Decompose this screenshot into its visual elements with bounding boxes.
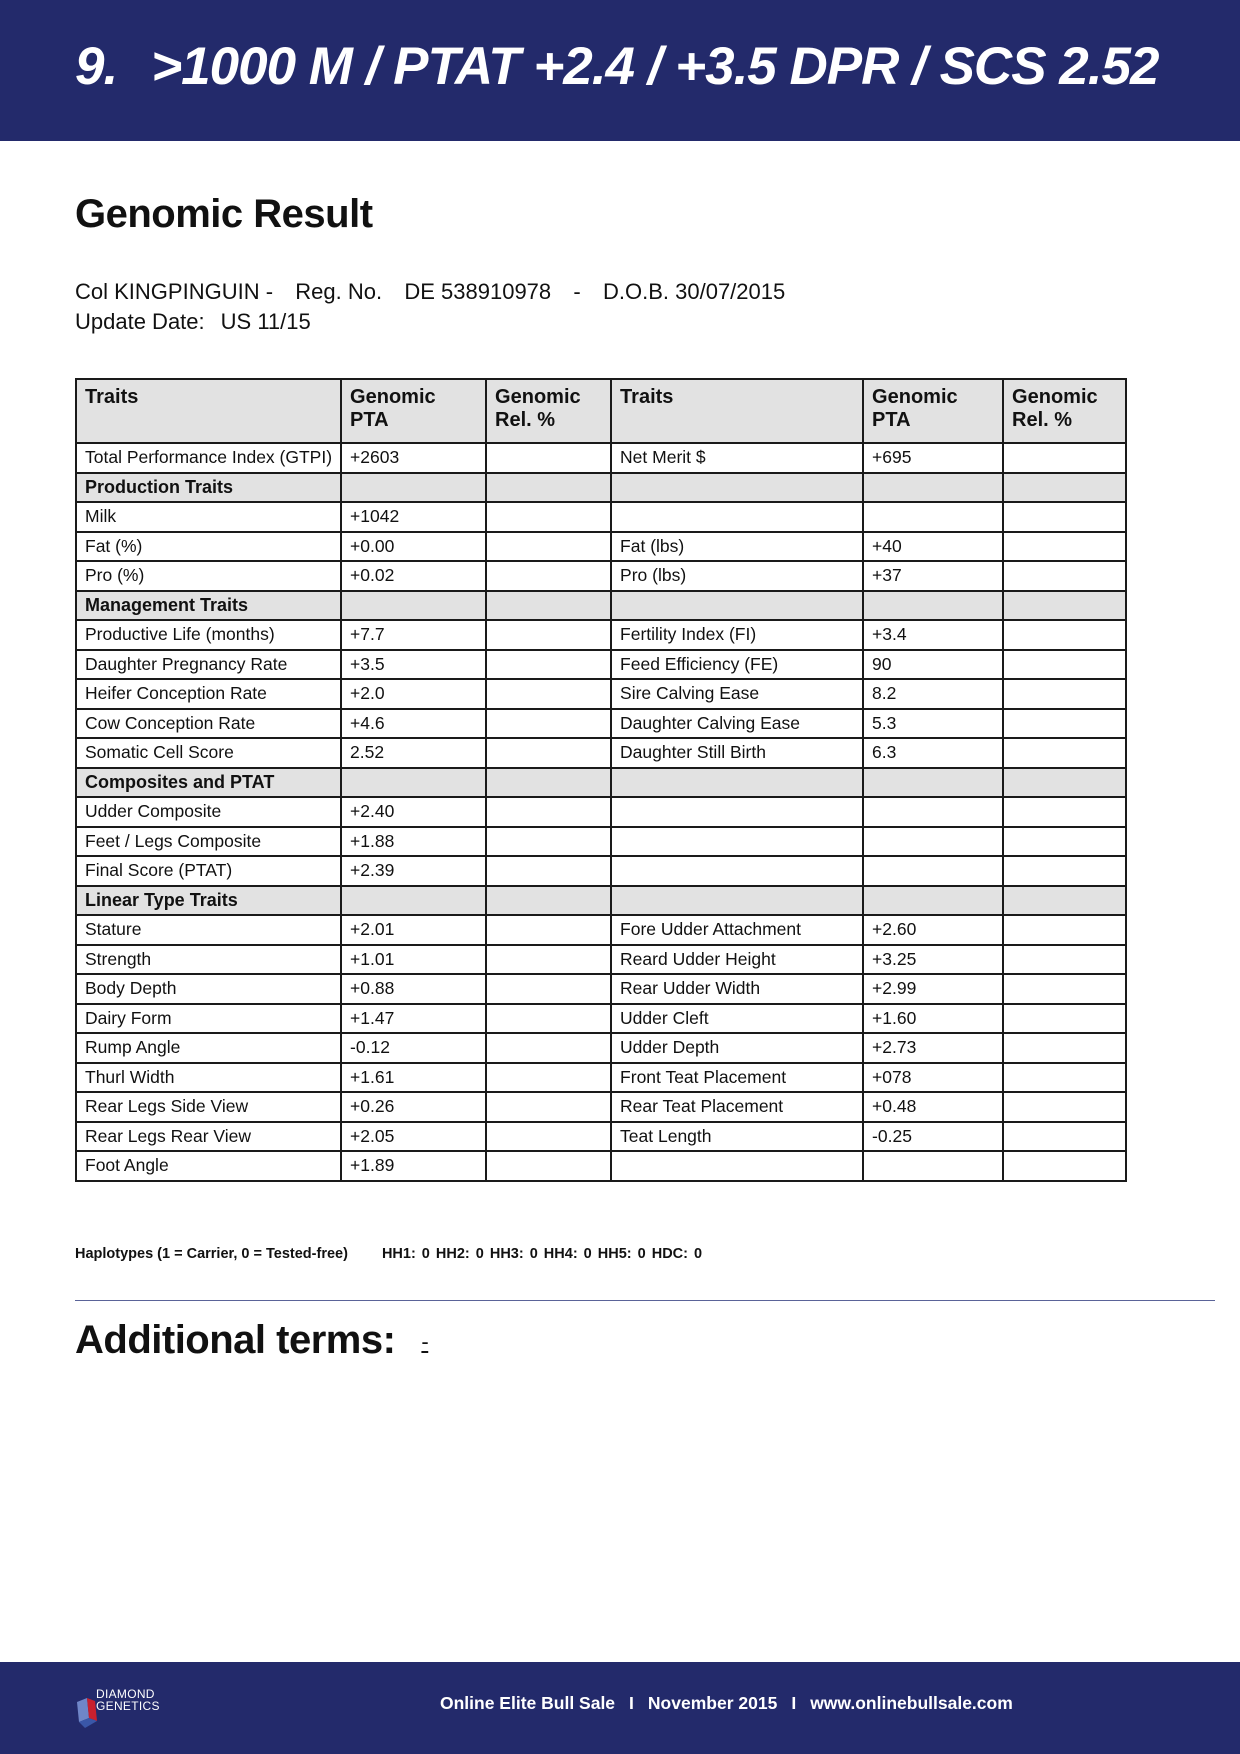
footer-event: Online Elite Bull Sale: [440, 1693, 616, 1713]
table-cell: [611, 797, 863, 827]
table-cell: +2.05: [341, 1122, 486, 1152]
table-cell: [486, 443, 611, 473]
table-cell: Body Depth: [76, 974, 341, 1004]
table-cell: Heifer Conception Rate: [76, 679, 341, 709]
header-genomic-rel: Genomic Rel. %: [1003, 379, 1126, 443]
table-cell: +1042: [341, 502, 486, 532]
table-cell: Rear Udder Width: [611, 974, 863, 1004]
table-group-row: [76, 591, 1126, 621]
table-cell: [486, 1122, 611, 1152]
table-cell: +7.7: [341, 620, 486, 650]
table-row: [76, 679, 1126, 709]
table-cell: +2.39: [341, 856, 486, 886]
haplotypes: [75, 1246, 702, 1262]
table-cell: [1003, 886, 1126, 916]
table-cell: 8.2: [863, 679, 1003, 709]
table-cell: Net Merit $: [611, 443, 863, 473]
logo-line-1: DIAMOND: [96, 1687, 155, 1701]
table-cell: +1.60: [863, 1004, 1003, 1034]
dob-label: D.O.B.: [602, 279, 669, 304]
table-row: [76, 1004, 1126, 1034]
table-cell: +695: [863, 443, 1003, 473]
table-cell: [486, 1033, 611, 1063]
table-cell: [611, 768, 863, 798]
table-cell: [341, 591, 486, 621]
table-cell: Pro (lbs): [611, 561, 863, 591]
table-cell: +2.99: [863, 974, 1003, 1004]
table-row: [76, 945, 1126, 975]
table-cell: Strength: [76, 945, 341, 975]
table-cell: [486, 1063, 611, 1093]
group-label: Composites and PTAT: [76, 768, 341, 798]
table-cell: 90: [863, 650, 1003, 680]
table-cell: [863, 856, 1003, 886]
table-group-row: [76, 473, 1126, 503]
table-cell: [486, 827, 611, 857]
table-row: [76, 561, 1126, 591]
table-cell: [611, 591, 863, 621]
table-cell: [611, 886, 863, 916]
footer-info: [440, 1693, 1013, 1714]
update-value: US 11/15: [220, 309, 311, 334]
table-cell: [611, 827, 863, 857]
table-cell: [1003, 1033, 1126, 1063]
table-cell: [1003, 1092, 1126, 1122]
table-cell: [486, 945, 611, 975]
table-cell: [486, 974, 611, 1004]
table-cell: [1003, 945, 1126, 975]
table-cell: +2.60: [863, 915, 1003, 945]
additional-terms-value: -: [421, 1329, 429, 1355]
header-genomic-pta: Genomic PTA: [863, 379, 1003, 443]
table-group-row: [76, 768, 1126, 798]
table-cell: [486, 532, 611, 562]
footer-date: November 2015: [647, 1693, 778, 1713]
table-cell: [863, 886, 1003, 916]
table-cell: [1003, 1151, 1126, 1181]
table-cell: [1003, 856, 1126, 886]
table-cell: Rear Legs Side View: [76, 1092, 341, 1122]
table-cell: Productive Life (months): [76, 620, 341, 650]
table-cell: [486, 856, 611, 886]
table-cell: [863, 502, 1003, 532]
dob-separator: -: [573, 279, 581, 304]
table-cell: +37: [863, 561, 1003, 591]
table-cell: [341, 886, 486, 916]
table-cell: +1.47: [341, 1004, 486, 1034]
group-label: Management Traits: [76, 591, 341, 621]
logo-line-2: GENETICS: [96, 1699, 160, 1713]
table-cell: Dairy Form: [76, 1004, 341, 1034]
table-group-row: [76, 886, 1126, 916]
page-headline: [75, 36, 1158, 97]
table-cell: [611, 856, 863, 886]
table-cell: Rump Angle: [76, 1033, 341, 1063]
table-cell: Pro (%): [76, 561, 341, 591]
table-cell: [486, 797, 611, 827]
table-row: [76, 709, 1126, 739]
table-cell: Reard Udder Height: [611, 945, 863, 975]
logo-wordmark: [96, 1688, 160, 1712]
table-cell: [863, 827, 1003, 857]
lot-number: 9.: [75, 37, 118, 96]
table-cell: [1003, 591, 1126, 621]
table-header-row: [76, 379, 1126, 443]
table-cell: +2.01: [341, 915, 486, 945]
table-cell: Milk: [76, 502, 341, 532]
table-cell: [486, 650, 611, 680]
table-cell: [1003, 502, 1126, 532]
header-genomic-rel: Genomic Rel. %: [486, 379, 611, 443]
table-cell: Foot Angle: [76, 1151, 341, 1181]
table-cell: +3.4: [863, 620, 1003, 650]
divider: [75, 1300, 1215, 1301]
table-cell: 2.52: [341, 738, 486, 768]
bull-identity: [75, 279, 785, 305]
table-cell: [1003, 768, 1126, 798]
table-cell: +3.5: [341, 650, 486, 680]
table-row: [76, 1063, 1126, 1093]
genomic-traits-table: [75, 378, 1127, 1182]
table-cell: Sire Calving Ease: [611, 679, 863, 709]
table-cell: [863, 797, 1003, 827]
header-traits: Traits: [76, 379, 341, 443]
footer-separator: I: [791, 1693, 797, 1713]
table-cell: Final Score (PTAT): [76, 856, 341, 886]
table-cell: Cow Conception Rate: [76, 709, 341, 739]
haplotypes-codes: HH1: 0 HH2: 0 HH3: 0 HH4: 0 HH5: 0 HDC: 0: [381, 1246, 703, 1262]
table-cell: +2.73: [863, 1033, 1003, 1063]
table-cell: Stature: [76, 915, 341, 945]
table-cell: [1003, 650, 1126, 680]
table-cell: [486, 591, 611, 621]
additional-terms: [75, 1318, 428, 1363]
table-cell: [341, 768, 486, 798]
table-cell: [863, 591, 1003, 621]
table-cell: +1.88: [341, 827, 486, 857]
table-cell: [1003, 532, 1126, 562]
table-cell: +0.48: [863, 1092, 1003, 1122]
table-row: [76, 797, 1126, 827]
table-cell: [1003, 1122, 1126, 1152]
table-cell: Rear Legs Rear View: [76, 1122, 341, 1152]
table-cell: [611, 1151, 863, 1181]
table-cell: [1003, 443, 1126, 473]
table-row: [76, 1151, 1126, 1181]
footer-website-link[interactable]: www.onlinebullsale.com: [810, 1693, 1013, 1713]
table-cell: +0.02: [341, 561, 486, 591]
table-cell: [486, 738, 611, 768]
table-cell: Fat (lbs): [611, 532, 863, 562]
table-cell: +4.6: [341, 709, 486, 739]
haplotypes-label: Haplotypes (1 = Carrier, 0 = Tested-free): [75, 1246, 348, 1262]
update-label: Update Date:: [75, 309, 205, 334]
table-row: [76, 738, 1126, 768]
table-cell: [1003, 1004, 1126, 1034]
table-cell: Total Performance Index (GTPI): [76, 443, 341, 473]
table-cell: [486, 915, 611, 945]
table-cell: Fore Udder Attachment: [611, 915, 863, 945]
table-cell: [1003, 1063, 1126, 1093]
table-row: [76, 915, 1126, 945]
additional-terms-label: Additional terms:: [75, 1318, 396, 1362]
table-cell: [486, 709, 611, 739]
table-cell: [1003, 620, 1126, 650]
table-row: [76, 650, 1126, 680]
table-cell: Fertility Index (FI): [611, 620, 863, 650]
table-cell: [863, 473, 1003, 503]
table-row: [76, 443, 1126, 473]
table-cell: [1003, 797, 1126, 827]
table-cell: +1.61: [341, 1063, 486, 1093]
table-cell: 6.3: [863, 738, 1003, 768]
table-cell: [1003, 974, 1126, 1004]
table-cell: [486, 561, 611, 591]
table-cell: Daughter Still Birth: [611, 738, 863, 768]
table-cell: [486, 768, 611, 798]
table-cell: Front Teat Placement: [611, 1063, 863, 1093]
table-cell: +2.0: [341, 679, 486, 709]
table-cell: [486, 886, 611, 916]
table-cell: [486, 473, 611, 503]
table-cell: +2603: [341, 443, 486, 473]
table-cell: 5.3: [863, 709, 1003, 739]
table-cell: [1003, 709, 1126, 739]
table-cell: Feet / Legs Composite: [76, 827, 341, 857]
dob-value: 30/07/2015: [675, 279, 786, 304]
table-cell: [1003, 915, 1126, 945]
table-cell: +3.25: [863, 945, 1003, 975]
table-row: [76, 1092, 1126, 1122]
table-cell: Teat Length: [611, 1122, 863, 1152]
table-cell: +1.89: [341, 1151, 486, 1181]
table-row: [76, 532, 1126, 562]
group-label: Production Traits: [76, 473, 341, 503]
table-cell: [1003, 679, 1126, 709]
table-cell: -0.12: [341, 1033, 486, 1063]
reg-label: Reg. No.: [295, 279, 383, 304]
table-row: [76, 620, 1126, 650]
table-cell: Daughter Calving Ease: [611, 709, 863, 739]
update-date: [75, 309, 311, 335]
table-cell: +0.88: [341, 974, 486, 1004]
table-cell: -0.25: [863, 1122, 1003, 1152]
table-row: [76, 827, 1126, 857]
table-cell: Daughter Pregnancy Rate: [76, 650, 341, 680]
table-row: [76, 1122, 1126, 1152]
table-cell: [486, 502, 611, 532]
table-cell: [611, 473, 863, 503]
table-cell: Rear Teat Placement: [611, 1092, 863, 1122]
table-cell: [486, 1092, 611, 1122]
header-traits: Traits: [611, 379, 863, 443]
table-cell: [611, 502, 863, 532]
table-cell: Udder Composite: [76, 797, 341, 827]
table-cell: [863, 1151, 1003, 1181]
table-cell: +0.26: [341, 1092, 486, 1122]
table-cell: [486, 1151, 611, 1181]
table-cell: +1.01: [341, 945, 486, 975]
table-body: [76, 443, 1126, 1181]
reg-number: DE 538910978: [404, 279, 552, 304]
table-cell: [1003, 827, 1126, 857]
table-row: [76, 502, 1126, 532]
table-cell: [1003, 561, 1126, 591]
table-cell: +2.40: [341, 797, 486, 827]
table-row: [76, 974, 1126, 1004]
table-cell: Udder Depth: [611, 1033, 863, 1063]
table-cell: +078: [863, 1063, 1003, 1093]
table-cell: [1003, 738, 1126, 768]
table-cell: Udder Cleft: [611, 1004, 863, 1034]
header-genomic-pta: Genomic PTA: [341, 379, 486, 443]
table-cell: Feed Efficiency (FE): [611, 650, 863, 680]
table-cell: +40: [863, 532, 1003, 562]
table-cell: +0.00: [341, 532, 486, 562]
table-row: [76, 856, 1126, 886]
section-title: Genomic Result: [75, 192, 373, 236]
table-cell: [486, 620, 611, 650]
table-cell: Thurl Width: [76, 1063, 341, 1093]
table-cell: [1003, 473, 1126, 503]
table-cell: Somatic Cell Score: [76, 738, 341, 768]
bull-name: Col KINGPINGUIN -: [75, 279, 274, 304]
table-cell: [486, 1004, 611, 1034]
table-cell: [486, 679, 611, 709]
table-cell: [341, 473, 486, 503]
table-cell: Fat (%): [76, 532, 341, 562]
table-row: [76, 1033, 1126, 1063]
footer-separator: I: [629, 1693, 634, 1713]
table-cell: [863, 768, 1003, 798]
group-label: Linear Type Traits: [76, 886, 341, 916]
headline-text: >1000 M / PTAT +2.4 / +3.5 DPR / SCS 2.52: [151, 37, 1159, 96]
